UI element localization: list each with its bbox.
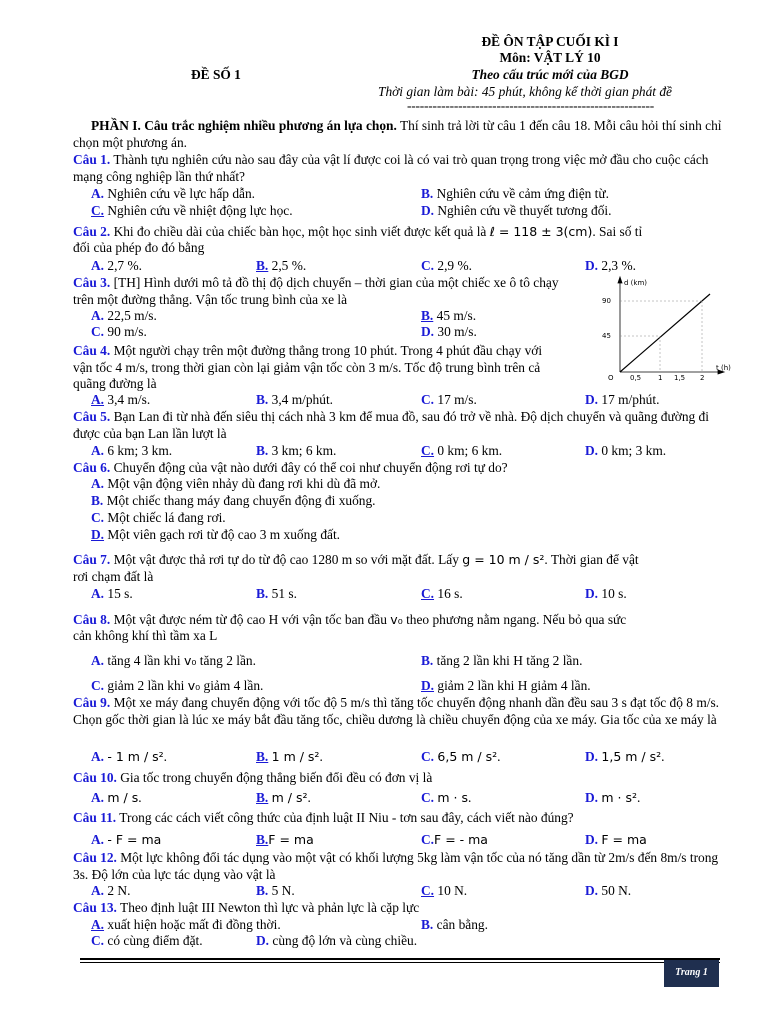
q4-option-c[interactable]: C. 17 m/s. — [421, 392, 477, 407]
graph-tick-0-5: 0,5 — [630, 374, 642, 382]
q5-option-b[interactable]: B. 3 km; 6 km. — [256, 443, 337, 458]
q3-option-d[interactable]: D. 30 m/s. — [421, 324, 477, 339]
q2-option-c[interactable]: C. 2,9 %. — [421, 258, 472, 273]
displacement-time-graph — [590, 272, 740, 384]
question-9: Câu 9. Một xe máy đang chuyển động với tốc độ 5 m/s thì tăng tốc chuyển động nhanh dần đều sau 3 s đạt tốc độ 8 m/s. Chọn gốc thời gian là lúc xe máy bắt đầu tăng tốc, chiều dương là chiều chuyển động của xe máy. Gia tốc của xe máy là — [73, 695, 720, 727]
q9-option-b[interactable]: B. 1 m / s². — [256, 749, 323, 764]
question-13: Câu 13. Theo định luật III Newton thì lực và phản lực là cặp lực — [73, 900, 420, 915]
graph-y-label: d (km) — [624, 279, 648, 287]
q1-option-c[interactable]: C. Nghiên cứu về nhiệt động lực học. — [91, 203, 293, 218]
structure-note: Theo cấu trúc mới của BGD — [471, 67, 629, 82]
q13-option-b[interactable]: B. cân bằng. — [421, 917, 488, 932]
q12-option-d[interactable]: D. 50 N. — [585, 883, 632, 898]
graph-tick-1: 1 — [658, 374, 663, 382]
q10-option-d[interactable]: D. m · s². — [585, 790, 641, 805]
q3-option-c[interactable]: C. 90 m/s. — [91, 324, 147, 339]
q11-option-b[interactable]: B.F = ma — [256, 832, 314, 847]
q10-option-a[interactable]: A. m / s. — [91, 790, 142, 805]
q7-option-a[interactable]: A. 15 s. — [91, 586, 133, 601]
q7-option-c[interactable]: C. 16 s. — [421, 586, 463, 601]
q3-option-a[interactable]: A. 22,5 m/s. — [91, 308, 157, 323]
question-11: Câu 11. Trong các cách viết công thức của định luật II Niu - tơn sau đây, cách viết nào đúng? — [73, 810, 574, 825]
question-7-cont: rơi chạm đất là — [73, 569, 154, 584]
q1-option-b[interactable]: B. Nghiên cứu về cảm ứng điện từ. — [421, 186, 610, 201]
graph-tick-1-5: 1,5 — [674, 374, 686, 382]
graph-x-label: t (h) — [716, 364, 731, 372]
question-7: Câu 7. Một vật được thả rơi tự do từ độ cao 1280 m so với mặt đất. Lấy g = 10 m / s². Thời gian để vật — [73, 552, 639, 567]
q5-option-c[interactable]: C. 0 km; 6 km. — [421, 443, 503, 458]
question-2: Câu 2. Khi đo chiều dài của chiếc bàn học, một học sinh viết được kết quả là ℓ = 118 ± 3(cm). Sai số tỉ — [73, 224, 643, 239]
q2-option-b[interactable]: B. 2,5 %. — [256, 258, 307, 273]
q13-option-d[interactable]: D. cùng độ lớn và cùng chiều. — [256, 933, 418, 948]
q9-option-d[interactable]: D. 1,5 m / s². — [585, 749, 665, 764]
q10-option-c[interactable]: C. m · s. — [421, 790, 472, 805]
q5-option-d[interactable]: D. 0 km; 3 km. — [585, 443, 667, 458]
page-number-badge: Trang 1 — [664, 960, 719, 987]
q12-option-a[interactable]: A. 2 N. — [91, 883, 131, 898]
q6-option-b[interactable]: B. Một chiếc thang máy đang chuyển động đi xuống. — [91, 493, 376, 508]
question-6: Câu 6. Chuyển động của vật nào dưới đây có thể coi như chuyển động rơi tự do? — [73, 460, 508, 475]
question-12: Câu 12. Một lực không đổi tác dụng vào một vật có khối lượng 5kg làm vận tốc của nó tăng dần từ 2m/s đến 8m/s trong 3s. Độ lớn của lực tác dụng vào vật là — [73, 850, 719, 882]
subject-line: Môn: VẬT LÝ 10 — [499, 50, 601, 65]
question-5: Câu 5. Bạn Lan đi từ nhà đến siêu thị cách nhà 3 km để mua đồ, sau đó trở về nhà. Độ dịch chuyển và quãng đường đi được của bạn Lan lần lượt là — [73, 409, 709, 441]
q13-option-c[interactable]: C. có cùng điểm đặt. — [91, 933, 203, 948]
q9-option-a[interactable]: A. - 1 m / s². — [91, 749, 168, 764]
graph-origin: O — [608, 374, 614, 382]
graph-y-arrow — [618, 277, 622, 283]
q6-option-c[interactable]: C. Một chiếc lá đang rơi. — [91, 510, 226, 525]
q11-option-a[interactable]: A. - F = ma — [91, 832, 162, 847]
question-10: Câu 10. Gia tốc trong chuyển động thẳng biến đổi đều có đơn vị là — [73, 770, 433, 785]
question-8-cont: cản không khí thì tầm xa L — [73, 628, 218, 643]
q10-option-b[interactable]: B. m / s². — [256, 790, 311, 805]
question-1: Câu 1. Thành tựu nghiên cứu nào sau đây của vật lí được coi là có vai trò quan trọng trong việc mở đầu cho cuộc cách mạng công nghiệp lần thứ nhất? — [73, 152, 709, 184]
q2-option-d[interactable]: D. 2,3 %. — [585, 258, 636, 273]
q13-option-a[interactable]: A. xuất hiện hoặc mất đi đồng thời. — [91, 917, 281, 932]
q3-option-b[interactable]: B. 45 m/s. — [421, 308, 477, 323]
q2-option-a[interactable]: A. 2,7 %. — [91, 258, 142, 273]
q9-option-c[interactable]: C. 6,5 m / s². — [421, 749, 501, 764]
graph-tick-90: 90 — [602, 297, 611, 305]
graph-tick-2: 2 — [700, 374, 705, 382]
q12-option-b[interactable]: B. 5 N. — [256, 883, 295, 898]
exam-title: ĐỀ ÔN TẬP CUỐI KÌ I — [481, 34, 619, 49]
q8-option-d[interactable]: D. giảm 2 lần khi H giảm 4 lần. — [421, 678, 591, 693]
q8-option-c[interactable]: C. giảm 2 lần khi v₀ giảm 4 lần. — [91, 678, 264, 693]
footer-rule-thin — [80, 962, 720, 963]
q7-option-d[interactable]: D. 10 s. — [585, 586, 627, 601]
header-divider: ---------------------------------------------------------- — [407, 98, 655, 113]
q11-option-c[interactable]: C.F = - ma — [421, 832, 488, 847]
q6-option-d[interactable]: D. Một viên gạch rơi từ độ cao 3 m xuống đất. — [91, 527, 341, 542]
question-8: Câu 8. Một vật được ném từ độ cao H với vận tốc ban đầu v₀ theo phương nằm ngang. Nếu bỏ qua sức — [73, 612, 627, 627]
exam-number: ĐỀ SỐ 1 — [191, 67, 241, 82]
q11-option-d[interactable]: D. F = ma — [585, 832, 647, 847]
question-4: Câu 4. Một người chạy trên một đường thẳng trong 10 phút. Trong 4 phút đầu chạy với vận tốc 4 m/s, trong thời gian còn lại giảm vận tốc còn 3 m/s. Tốc độ trung bình trên cả quãng đường là — [73, 343, 543, 391]
time-note: Thời gian làm bài: 45 phút, không kể thời gian phát đề — [378, 84, 672, 99]
graph-line — [620, 294, 710, 372]
q4-option-a[interactable]: A. 3,4 m/s. — [91, 392, 151, 407]
q4-option-b[interactable]: B. 3,4 m/phút. — [256, 392, 334, 407]
graph-tick-45: 45 — [602, 332, 611, 340]
question-3: Câu 3. [TH] Hình dưới mô tả đồ thị độ dịch chuyển – thời gian của một chiếc xe ô tô chạy trên một đường thẳng. Vận tốc trung bình của xe là — [73, 275, 559, 307]
q8-option-a[interactable]: A. tăng 4 lần khi v₀ tăng 2 lần. — [91, 653, 256, 668]
footer-rule — [80, 958, 720, 960]
question-2-cont: đối của phép đo đó bằng — [73, 240, 205, 255]
q8-option-b[interactable]: B. tăng 2 lần khi H tăng 2 lần. — [421, 653, 583, 668]
q6-option-a[interactable]: A. Một vận động viên nhảy dù đang rơi khi dù đã mở. — [91, 476, 381, 491]
q7-option-b[interactable]: B. 51 s. — [256, 586, 297, 601]
q1-option-a[interactable]: A. Nghiên cứu về lực hấp dẫn. — [91, 186, 256, 201]
q1-option-d[interactable]: D. Nghiên cứu về thuyết tương đối. — [421, 203, 612, 218]
q5-option-a[interactable]: A. 6 km; 3 km. — [91, 443, 173, 458]
q4-option-d[interactable]: D. 17 m/phút. — [585, 392, 660, 407]
q12-option-c[interactable]: C. 10 N. — [421, 883, 468, 898]
part-intro: PHẦN I. Câu trắc nghiệm nhiều phương án lựa chọn. Thí sinh trả lời từ câu 1 đến câu 18. Mỗi câu hỏi thí sinh chỉ chọn một phương án. — [73, 118, 722, 150]
